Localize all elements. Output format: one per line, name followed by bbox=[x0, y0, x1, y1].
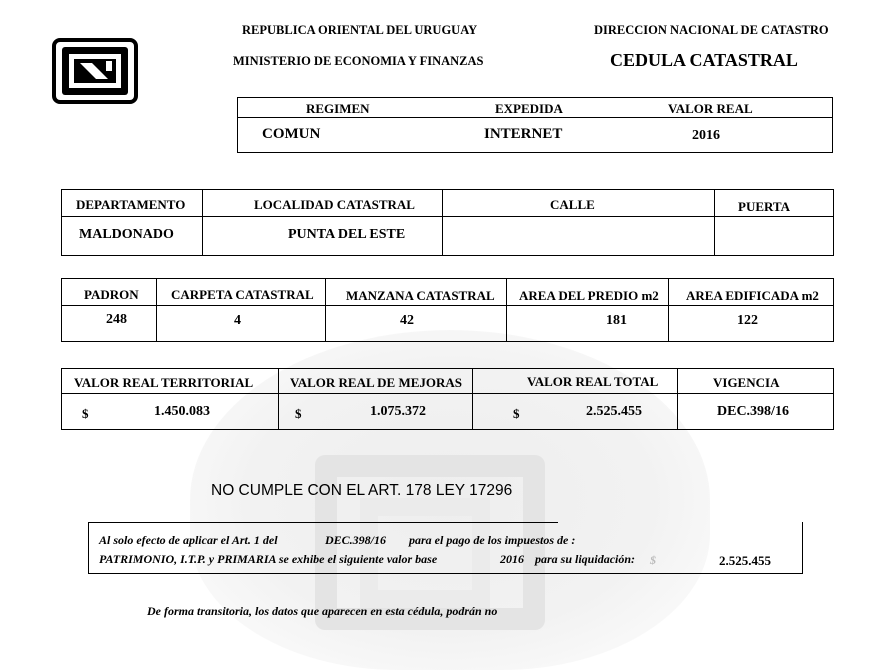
compliance-notice: NO CUMPLE CON EL ART. 178 LEY 17296 bbox=[211, 482, 513, 499]
total-currency: $ bbox=[513, 406, 520, 421]
base-line1-c: para el pago de los impuestos de : bbox=[409, 533, 576, 547]
agency-heading: DIRECCION NACIONAL DE CATASTRO bbox=[594, 23, 829, 37]
vigencia-label: VIGENCIA bbox=[713, 375, 780, 390]
base-box-top-line bbox=[88, 522, 558, 523]
padron-divider bbox=[61, 305, 834, 306]
location-col-divider-3 bbox=[714, 189, 715, 256]
vigencia-value: DEC.398/16 bbox=[717, 404, 789, 419]
base-box-left-line bbox=[88, 522, 89, 574]
document-title: CEDULA CATASTRAL bbox=[610, 50, 798, 70]
padron-value: 248 bbox=[106, 312, 127, 327]
base-value: 2.525.455 bbox=[719, 553, 771, 568]
total-label: VALOR REAL TOTAL bbox=[527, 374, 659, 389]
territorial-value: 1.450.083 bbox=[154, 404, 210, 419]
puerta-label: PUERTA bbox=[738, 199, 791, 214]
base-line2-a: PATRIMONIO, I.T.P. y PRIMARIA se exhibe el siguiente valor base bbox=[99, 552, 438, 566]
base-line1-a: Al solo efecto de aplicar el Art. 1 del bbox=[99, 533, 278, 547]
padron-label: PADRON bbox=[84, 287, 139, 302]
valor-divider bbox=[61, 393, 834, 394]
regimen-value: COMUN bbox=[262, 126, 321, 142]
regimen-divider bbox=[237, 117, 833, 118]
calle-label: CALLE bbox=[550, 197, 595, 212]
catastro-logo bbox=[52, 38, 138, 104]
localidad-label: LOCALIDAD CATASTRAL bbox=[254, 197, 415, 212]
base-line2-c: para su liquidación: bbox=[535, 552, 636, 566]
territorial-label: VALOR REAL TERRITORIAL bbox=[74, 375, 254, 390]
area-predio-label: AREA DEL PREDIO m2 bbox=[519, 288, 659, 303]
ministry-heading: MINISTERIO DE ECONOMIA Y FINANZAS bbox=[233, 54, 484, 68]
padron-col-divider-2 bbox=[325, 278, 326, 342]
departamento-label: DEPARTAMENTO bbox=[76, 197, 186, 212]
republic-heading: REPUBLICA ORIENTAL DEL URUGUAY bbox=[242, 23, 478, 37]
carpeta-value: 4 bbox=[234, 313, 241, 328]
carpeta-label: CARPETA CATASTRAL bbox=[171, 287, 314, 302]
mejoras-value: 1.075.372 bbox=[370, 404, 426, 419]
expedida-label: EXPEDIDA bbox=[495, 101, 563, 116]
footer-note: De forma transitoria, los datos que aparecen en esta cédula, podrán no bbox=[147, 604, 498, 618]
base-currency: $ bbox=[650, 553, 656, 567]
mejoras-label: VALOR REAL DE MEJORAS bbox=[290, 375, 463, 390]
area-edificada-value: 122 bbox=[737, 313, 758, 328]
location-divider bbox=[61, 216, 834, 217]
base-line2-year: 2016 bbox=[500, 552, 524, 566]
territorial-currency: $ bbox=[82, 406, 89, 421]
expedida-value: INTERNET bbox=[484, 126, 563, 142]
mejoras-currency: $ bbox=[295, 406, 302, 421]
valor-col-divider-1 bbox=[278, 368, 279, 430]
padron-col-divider-4 bbox=[668, 278, 669, 342]
manzana-value: 42 bbox=[400, 313, 414, 328]
location-col-divider-2 bbox=[442, 189, 443, 256]
departamento-value: MALDONADO bbox=[79, 227, 174, 242]
valor-col-divider-3 bbox=[677, 368, 678, 430]
area-predio-value: 181 bbox=[606, 313, 627, 328]
total-value: 2.525.455 bbox=[586, 404, 642, 419]
localidad-value: PUNTA DEL ESTE bbox=[288, 227, 406, 242]
padron-col-divider-1 bbox=[156, 278, 157, 342]
manzana-label: MANZANA CATASTRAL bbox=[346, 288, 495, 303]
area-edificada-label: AREA EDIFICADA m2 bbox=[686, 288, 819, 303]
valor-col-divider-2 bbox=[472, 368, 473, 430]
padron-col-divider-3 bbox=[506, 278, 507, 342]
base-line1-decree: DEC.398/16 bbox=[325, 533, 387, 547]
valor-real-year: 2016 bbox=[692, 128, 720, 143]
valor-real-label: VALOR REAL bbox=[668, 101, 753, 116]
location-col-divider-1 bbox=[202, 189, 203, 256]
regimen-label: REGIMEN bbox=[306, 101, 370, 116]
